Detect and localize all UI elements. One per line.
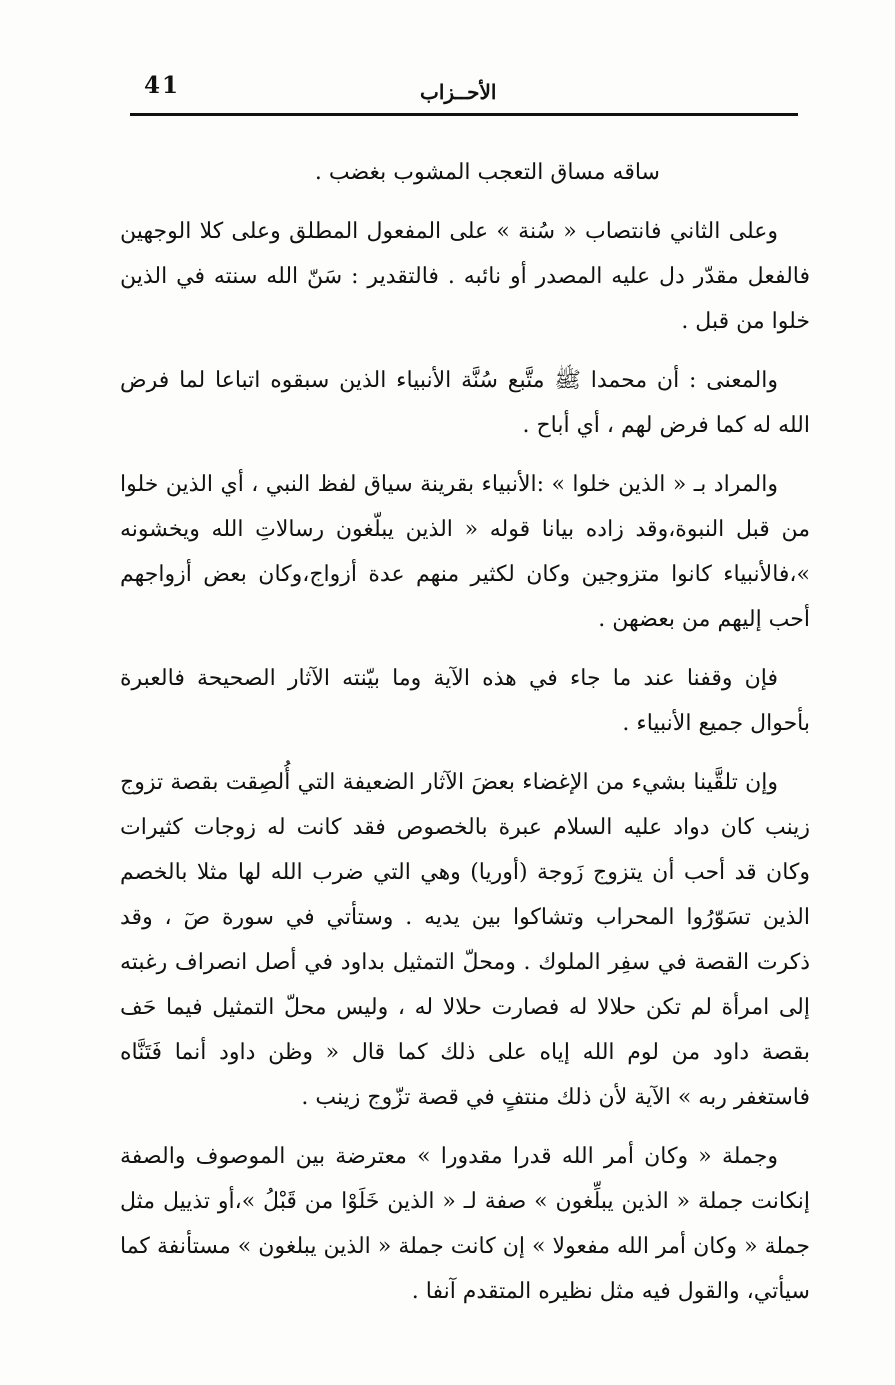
- paragraph-4: والمراد بـ « الذين خلوا » :الأنبياء بقرينة سياق لفظ النبي ، أي الذين خلوا من قبل النبوة،وقد زاده بيانا قوله « الذين يبلّغون رسالاتِ الله ويخشونه »،فالأنبياء كانوا متزوجين وكان لكثير منهم عدة أزواج،وكان بعض أزواجهم أحب إليهم من بعضهن .: [120, 472, 810, 632]
- page-header: [130, 62, 798, 110]
- running-title: الأحــزاب: [420, 80, 497, 104]
- header-divider: [130, 113, 798, 116]
- page-number: 41: [144, 72, 181, 99]
- paragraph-5: فإن وقفنا عند ما جاء في هذه الآية وما بيّنته الآثار الصحيحة فالعبرة بأحوال جميع الأنبياء .: [120, 666, 810, 736]
- paragraph-2: وعلى الثاني فانتصاب « سُنة » على المفعول المطلق وعلى كلا الوجهين فالفعل مقدّر دل عليه المصدر أو نائبه . فالتقدير : سَنّ الله سنته في الذين خلوا من قبل .: [120, 219, 810, 334]
- page-body: [120, 150, 810, 1328]
- paragraph-6: وإن تلقَّينا بشيء من الإغضاء بعضَ الآثار الضعيفة التي أُلصِقت بقصة تزوج زينب كان دواد عليه السلام عبرة بالخصوص فقد كانت له زوجات كثيرات وكان قد أحب أن يتزوج زَوجة (أوريا) وهي التي ضرب الله لها مثلا بالخصم الذين تسَوّرُوا المحراب وتشاكوا بين يديه . وستأتي في سورة صٓ ، وقد ذكرت القصة في سفِر الملوك . ومحلّ التمثيل بداود في أصل انصراف رغبته إلى امرأة لم تكن حلالا له فصارت حلالا له ، وليس محلّ التمثيل فيما حَف بقصة داود من لوم الله إياه على ذلك كما قال « وظن داود أنما فَتَنَّاه فاستغفر ربه » الآية لأن ذلك منتفٍ في قصة تزّوج زينب .: [120, 770, 810, 1110]
- paragraph-3: والمعنى : أن محمدا ﷺ متَّبع سُنَّة الأنبياء الذين سبقوه اتباعا لما فرض الله له كما فرض لهم ، أي أباح .: [120, 368, 810, 438]
- paragraph-1: ساقه مساق التعجب المشوب بغضب .: [314, 160, 660, 185]
- paragraph-7: وجملة « وكان أمر الله قدرا مقدورا » معترضة بين الموصوف والصفة إنكانت جملة « الذين يبلِّغون » صفة لـ « الذين خَلَوْا من قَبْلُ »،أو تذييل مثل جملة « وكان أمر الله مفعولا » إن كانت جملة « الذين يبلغون » مستأنفة كما سيأتي، والقول فيه مثل نظيره المتقدم آنفا .: [120, 1144, 810, 1304]
